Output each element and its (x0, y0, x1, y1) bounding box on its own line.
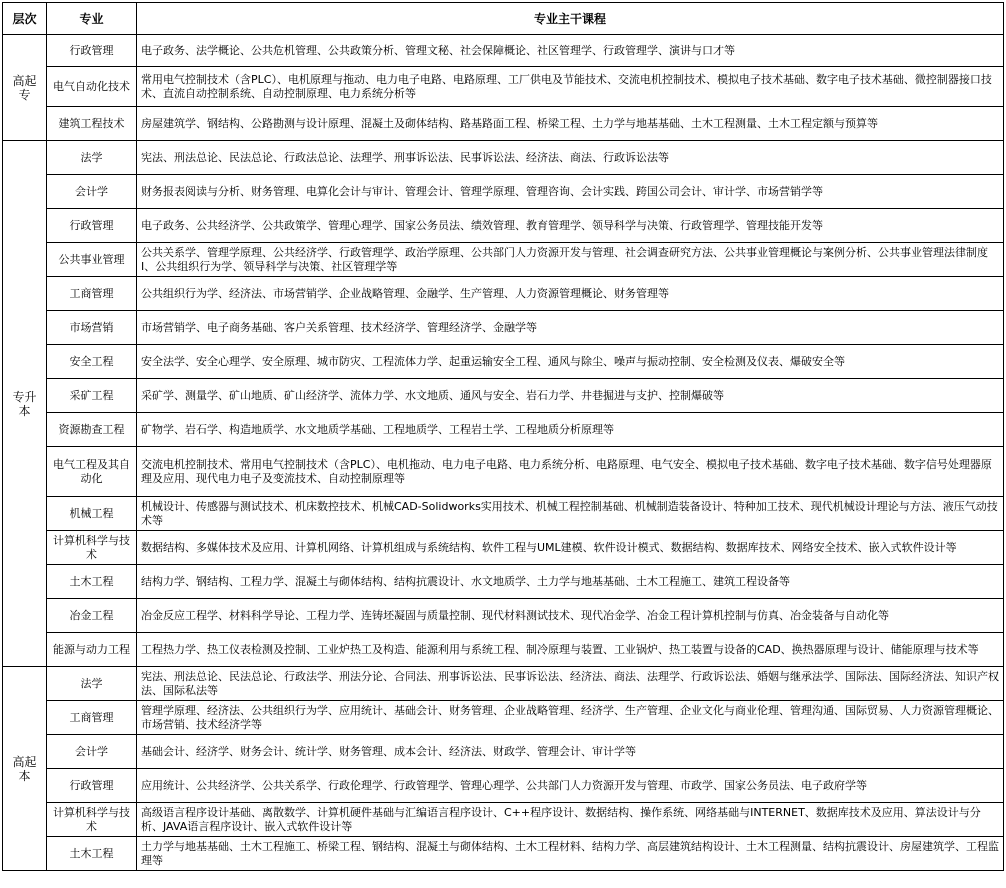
table-row (3, 311, 1004, 345)
major-cell: 工商管理 (47, 701, 137, 735)
courses-cell: 公共组织行为学、经济法、市场营销学、企业战略管理、金融学、生产管理、人力资源管理概论、财务管理等 (137, 277, 1004, 311)
table-row (3, 67, 1004, 107)
major-cell: 土木工程 (47, 837, 137, 871)
courses-cell: 常用电气控制技术（含PLC）、电机原理与拖动、电力电子电路、电路原理、工厂供电及节能技术、交流电机控制技术、模拟电子技术基础、数字电子技术基础、微控制器接口技术、直流自动控制系统、自动控制原理、电力系统分析等 (137, 67, 1004, 107)
courses-cell: 采矿学、测量学、矿山地质、矿山经济学、流体力学、水文地质、通风与安全、岩石力学、井巷掘进与支护、控制爆破等 (137, 379, 1004, 413)
major-cell: 市场营销 (47, 311, 137, 345)
table-row (3, 35, 1004, 67)
major-cell: 计算机科学与技术 (47, 531, 137, 565)
courses-cell: 冶金反应工程学、材料科学导论、工程力学、连铸坯凝固与质量控制、现代材料测试技术、现代冶金学、冶金工程计算机控制与仿真、冶金装备与自动化等 (137, 599, 1004, 633)
table-row (3, 633, 1004, 667)
courses-cell: 结构力学、钢结构、工程力学、混凝土与砌体结构、结构抗震设计、水文地质学、土力学与地基基础、土木工程施工、建筑工程设备等 (137, 565, 1004, 599)
courses-cell: 房屋建筑学、钢结构、公路勘测与设计原理、混凝土及砌体结构、路基路面工程、桥梁工程、土力学与地基基础、土木工程测量、土木工程定额与预算等 (137, 107, 1004, 141)
courses-cell: 数据结构、多媒体技术及应用、计算机网络、计算机组成与系统结构、软件工程与UML建模、软件设计模式、数据结构、数据库技术、网络安全技术、嵌入式软件设计等 (137, 531, 1004, 565)
major-cell: 资源勘查工程 (47, 413, 137, 447)
table-row (3, 413, 1004, 447)
table-row (3, 701, 1004, 735)
courses-cell: 宪法、刑法总论、民法总论、行政法学、刑法分论、合同法、刑事诉讼法、民事诉讼法、经济法、商法、法理学、行政诉讼法、婚姻与继承法学、国际法、国际经济法、知识产权法、国际私法等 (137, 667, 1004, 701)
courses-cell: 交流电机控制技术、常用电气控制技术（含PLC）、电机拖动、电力电子电路、电力系统分析、电路原理、电气安全、模拟电子技术基础、数字电子技术基础、数字信号处理器原理及应用、现代电力电子及变流技术、自动控制原理等 (137, 447, 1004, 497)
major-cell: 公共事业管理 (47, 243, 137, 277)
courses-cell: 财务报表阅读与分析、财务管理、电算化会计与审计、管理会计、管理学原理、管理咨询、会计实践、跨国公司会计、审计学、市场营销学等 (137, 175, 1004, 209)
major-cell: 计算机科学与技术 (47, 803, 137, 837)
major-cell: 土木工程 (47, 565, 137, 599)
level-cell: 高起本 (3, 667, 47, 871)
table-row (3, 175, 1004, 209)
major-cell: 会计学 (47, 175, 137, 209)
level-cell: 专升本 (3, 141, 47, 667)
courses-cell: 宪法、刑法总论、民法总论、行政法总论、法理学、刑事诉讼法、民事诉讼法、经济法、商法、行政诉讼法等 (137, 141, 1004, 175)
major-cell: 建筑工程技术 (47, 107, 137, 141)
major-cell: 电气工程及其自动化 (47, 447, 137, 497)
table-row (3, 243, 1004, 277)
major-cell: 法学 (47, 141, 137, 175)
courses-cell: 矿物学、岩石学、构造地质学、水文地质学基础、工程地质学、工程岩土学、工程地质分析原理等 (137, 413, 1004, 447)
courses-cell: 市场营销学、电子商务基础、客户关系管理、技术经济学、管理经济学、金融学等 (137, 311, 1004, 345)
courses-cell: 安全法学、安全心理学、安全原理、城市防灾、工程流体力学、起重运输安全工程、通风与除尘、噪声与振动控制、安全检测及仪表、爆破安全等 (137, 345, 1004, 379)
major-cell: 能源与动力工程 (47, 633, 137, 667)
table-body (3, 3, 1004, 871)
table-row (3, 803, 1004, 837)
table-row (3, 599, 1004, 633)
major-cell: 工商管理 (47, 277, 137, 311)
table-row (3, 209, 1004, 243)
major-cell: 行政管理 (47, 35, 137, 67)
major-cell: 采矿工程 (47, 379, 137, 413)
courses-cell: 电子政务、公共经济学、公共政策学、管理心理学、国家公务员法、绩效管理、教育管理学、领导科学与决策、行政管理学、管理技能开发等 (137, 209, 1004, 243)
courses-cell: 工程热力学、热工仪表检测及控制、工业炉热工及构造、能源利用与系统工程、制冷原理与装置、工业锅炉、热工装置与设备的CAD、换热器原理与设计、储能原理与技术等 (137, 633, 1004, 667)
courses-cell: 高级语言程序设计基础、离散数学、计算机硬件基础与汇编语言程序设计、C++程序设计、数据结构、操作系统、网络基础与INTERNET、数据库技术及应用、算法设计与分析、JAVA语言程序设计、嵌入式软件设计等 (137, 803, 1004, 837)
table-row (3, 735, 1004, 769)
courses-cell: 机械设计、传感器与测试技术、机床数控技术、机械CAD-Solidworks实用技术、机械工程控制基础、机械制造装备设计、特种加工技术、现代机械设计理论与方法、液压气动技术等 (137, 497, 1004, 531)
table-row (3, 277, 1004, 311)
header-courses: 专业主干课程 (137, 3, 1004, 35)
table-row (3, 141, 1004, 175)
table-row (3, 497, 1004, 531)
table-row (3, 107, 1004, 141)
major-cell: 法学 (47, 667, 137, 701)
major-cell: 会计学 (47, 735, 137, 769)
major-cell: 冶金工程 (47, 599, 137, 633)
courses-cell: 公共关系学、管理学原理、公共经济学、行政管理学、政治学原理、公共部门人力资源开发与管理、社会调查研究方法、公共事业管理概论与案例分析、公共事业管理法律制度Ⅰ、公共组织行为学、领导科学与决策、社区管理学等 (137, 243, 1004, 277)
table-row (3, 769, 1004, 803)
major-cell: 电气自动化技术 (47, 67, 137, 107)
major-cell: 机械工程 (47, 497, 137, 531)
header-row (3, 3, 1004, 35)
level-cell: 高起专 (3, 35, 47, 141)
courses-cell: 土力学与地基基础、土木工程施工、桥梁工程、钢结构、混凝土与砌体结构、土木工程材料、结构力学、高层建筑结构设计、土木工程测量、结构抗震设计、房屋建筑学、工程监理等 (137, 837, 1004, 871)
table-row (3, 531, 1004, 565)
courses-cell: 基础会计、经济学、财务会计、统计学、财务管理、成本会计、经济法、财政学、管理会计、审计学等 (137, 735, 1004, 769)
major-cell: 行政管理 (47, 209, 137, 243)
table-row (3, 447, 1004, 497)
header-major: 专业 (47, 3, 137, 35)
curriculum-table (2, 2, 1004, 871)
table-row (3, 565, 1004, 599)
table-row (3, 667, 1004, 701)
header-level: 层次 (3, 3, 47, 35)
major-cell: 安全工程 (47, 345, 137, 379)
courses-cell: 管理学原理、经济法、公共组织行为学、应用统计、基础会计、财务管理、企业战略管理、经济学、生产管理、企业文化与商业伦理、管理沟通、国际贸易、人力资源管理概论、市场营销、技术经济学等 (137, 701, 1004, 735)
table-row (3, 345, 1004, 379)
courses-cell: 应用统计、公共经济学、公共关系学、行政伦理学、行政管理学、管理心理学、公共部门人力资源开发与管理、市政学、国家公务员法、电子政府学等 (137, 769, 1004, 803)
table-row (3, 837, 1004, 871)
courses-cell: 电子政务、法学概论、公共危机管理、公共政策分析、管理文秘、社会保障概论、社区管理学、行政管理学、演讲与口才等 (137, 35, 1004, 67)
major-cell: 行政管理 (47, 769, 137, 803)
table-row (3, 379, 1004, 413)
